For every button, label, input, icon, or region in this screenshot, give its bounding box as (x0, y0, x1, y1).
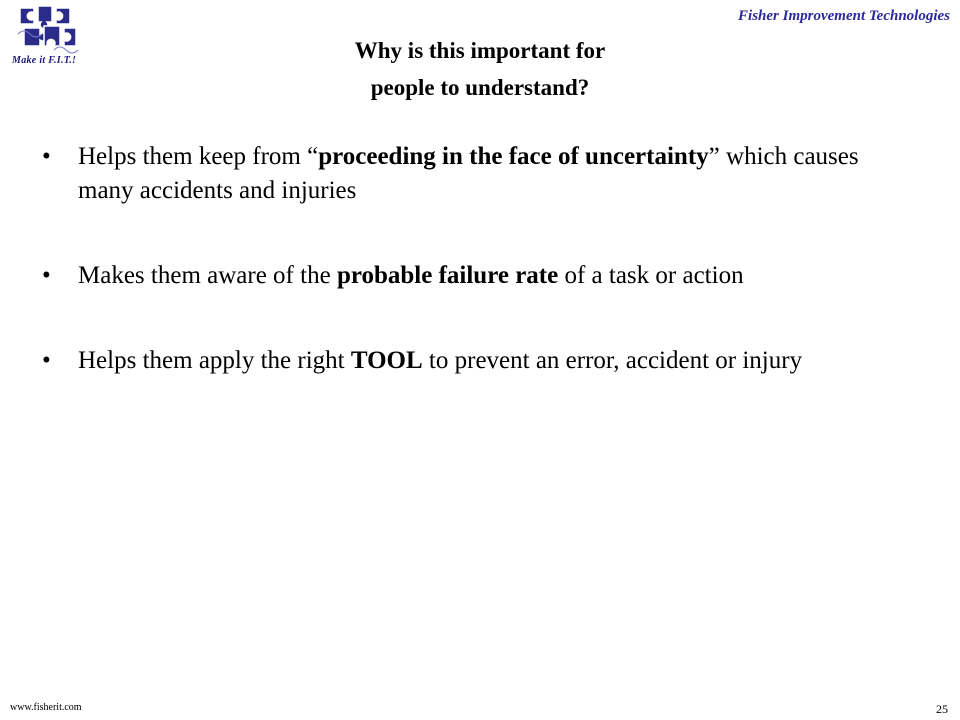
bullet-dot-icon: • (42, 347, 51, 374)
slide-title-line-2: people to understand? (370, 75, 590, 100)
bullet-item (40, 344, 920, 378)
bullet-list (40, 140, 920, 429)
bullet-text-pre: Helps them keep from “ (78, 143, 319, 170)
bullet-dot-icon: • (42, 262, 51, 289)
bullet-text-pre: Helps them apply the right (78, 347, 351, 374)
slide-title-line-1: Why is this important for (354, 38, 606, 63)
logo-tagline: Make it F.I.T.! (12, 55, 77, 66)
page-number: 25 (936, 702, 948, 716)
bullet-text-bold: probable failure rate (336, 262, 559, 289)
bullet-text-pre: Makes them aware of the (78, 262, 337, 289)
bullet-text-bold: proceeding in the face of uncertainty (318, 143, 709, 170)
bullet-text-post: of a task or action (558, 262, 744, 289)
bullet-text-post: to prevent an error, accident or injury (422, 347, 803, 374)
company-name: Fisher Improvement Technologies (738, 8, 950, 24)
bullet-text-bold: TOOL (350, 347, 423, 374)
bullet-item (40, 259, 920, 293)
bullet-item (40, 140, 920, 208)
footer-url: www.fisherit.com (10, 702, 82, 713)
bullet-dot-icon: • (42, 143, 51, 170)
slide-title (0, 32, 960, 106)
bullet-text-post: ” which causes many accidents and injuries (78, 143, 859, 204)
